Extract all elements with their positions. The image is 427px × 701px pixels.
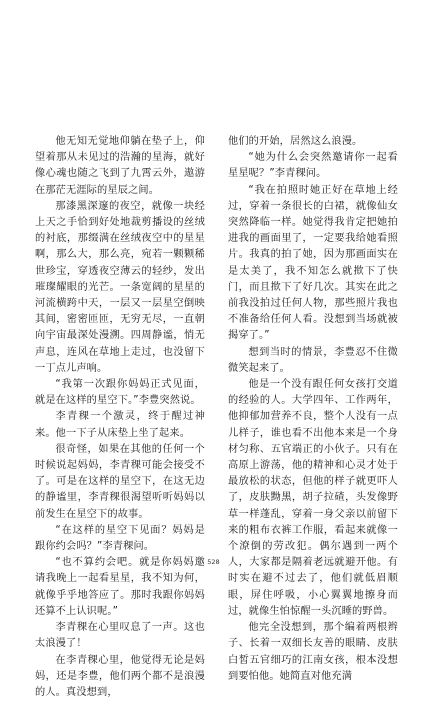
paragraph: “我第一次跟你妈妈正式见面，就是在这样的星空下。”李豊突然说。 xyxy=(35,377,205,409)
paragraph: 他是一个没有跟任何女孩打交道的经验的人。大学四年、工作两年，他抑郁加营养不良，整个人没有一点儿样子，谁也看不出他本来是一个身材匀称、五官端正的小伙子。只有在高原上游荡，他的精神和心灵才处于最放松的状态，但他的样子就更吓人了，皮肤黝黑，胡子拉碴，头发像野草一样蓬乱，穿着一身父亲以前留下来的粗布衣裤工作服，看起来就像一个潦倒的劳改犯。偶尔遇到一两个人，大家都是隔着老远就避开他。有时实在避不过去了，他们就低眉顺眼，屏住呼吸，小心翼翼地擦身而过，就像生怕惊醒一头沉睡的野兽。 xyxy=(228,377,398,620)
paragraph: 李青稞一个激灵，终于醒过神来。他一下子从床垫上坐了起来。 xyxy=(35,409,205,441)
paragraph: 李青稞在心里叹息了一声。这也太浪漫了！ xyxy=(35,620,205,652)
right-text-column xyxy=(228,134,398,685)
paragraph: 他们的开始，居然这么浪漫。 xyxy=(228,134,398,150)
paragraph: “我在拍照时她正好在草地上经过，穿着一条很长的白裙，就像仙女突然降临一样。她觉得我肯定把她拍进我的画面里了，一定要我给她看照片。我真的拍了她，因为那画面实在是太美了，我不知怎么就揿下了快门，而且揿下了好几次。其实在此之前我没拍过任何人物，那些照片我也不准备给任何人看。没想到当场就被揭穿了。” xyxy=(228,183,398,345)
paragraph: “她为什么会突然邀请你一起看星星呢？”李青稞问。 xyxy=(228,150,398,182)
paragraph: 那漆黑深邃的夜空，就像一块经上天之手恰到好处地裁剪播设的丝绒的衬底，那缀满在丝绒夜空中的星星啊，那么大，那么亮，宛若一颗颗稀世珍宝，穿透夜空薄云的轻纱，发出璀璨耀眼的光芒。一条宽阔的星星的河流横跨中天，一层又一层星空倒映其间，密密匝匝，无穷无尽，一直朝向宇宙最深处漫溯。四周静谧，悄无声息，连风在草地上走过，也没留下一丁点儿声响。 xyxy=(35,199,205,377)
left-text-column xyxy=(35,134,205,701)
page-number: 528 xyxy=(0,558,427,566)
paragraph: 在李青稞心里，他觉得无论是妈妈，还是李豊，他们两个都不是浪漫的人。真没想到， xyxy=(35,653,205,701)
paragraph: 他无知无觉地仰躺在垫子上，仰望着那从未见过的浩瀚的星海，就好像心魂也随之飞到了九霄云外，遨游在那茫无涯际的星辰之间。 xyxy=(35,134,205,199)
paragraph: “也不算约会吧。就是你妈妈邀请我晚上一起看星星，我不知为何，就像乎乎地答应了。那时我跟你妈妈还算不上认识呢。” xyxy=(35,555,205,620)
paragraph: 想到当时的情景，李豊忍不住微微笑起来了。 xyxy=(228,345,398,377)
paragraph: 他完全没想到，那个编着两根辫子、长着一双细长友善的眼睛、皮肤白皙五官细巧的江南女孩，根本没想到要怕他。她简直对他充满 xyxy=(228,620,398,685)
paragraph: “在这样的星空下见面？妈妈是跟你约会吗？”李青稞问。 xyxy=(35,523,205,555)
paragraph: 很奇怪，如果在其他的任何一个时候说起妈妈，李青稞可能会接受不了。可是在这样的星空下，在这无边的静谧里，李青稞很渴望听听妈妈以前发生在星空下的故事。 xyxy=(35,442,205,523)
